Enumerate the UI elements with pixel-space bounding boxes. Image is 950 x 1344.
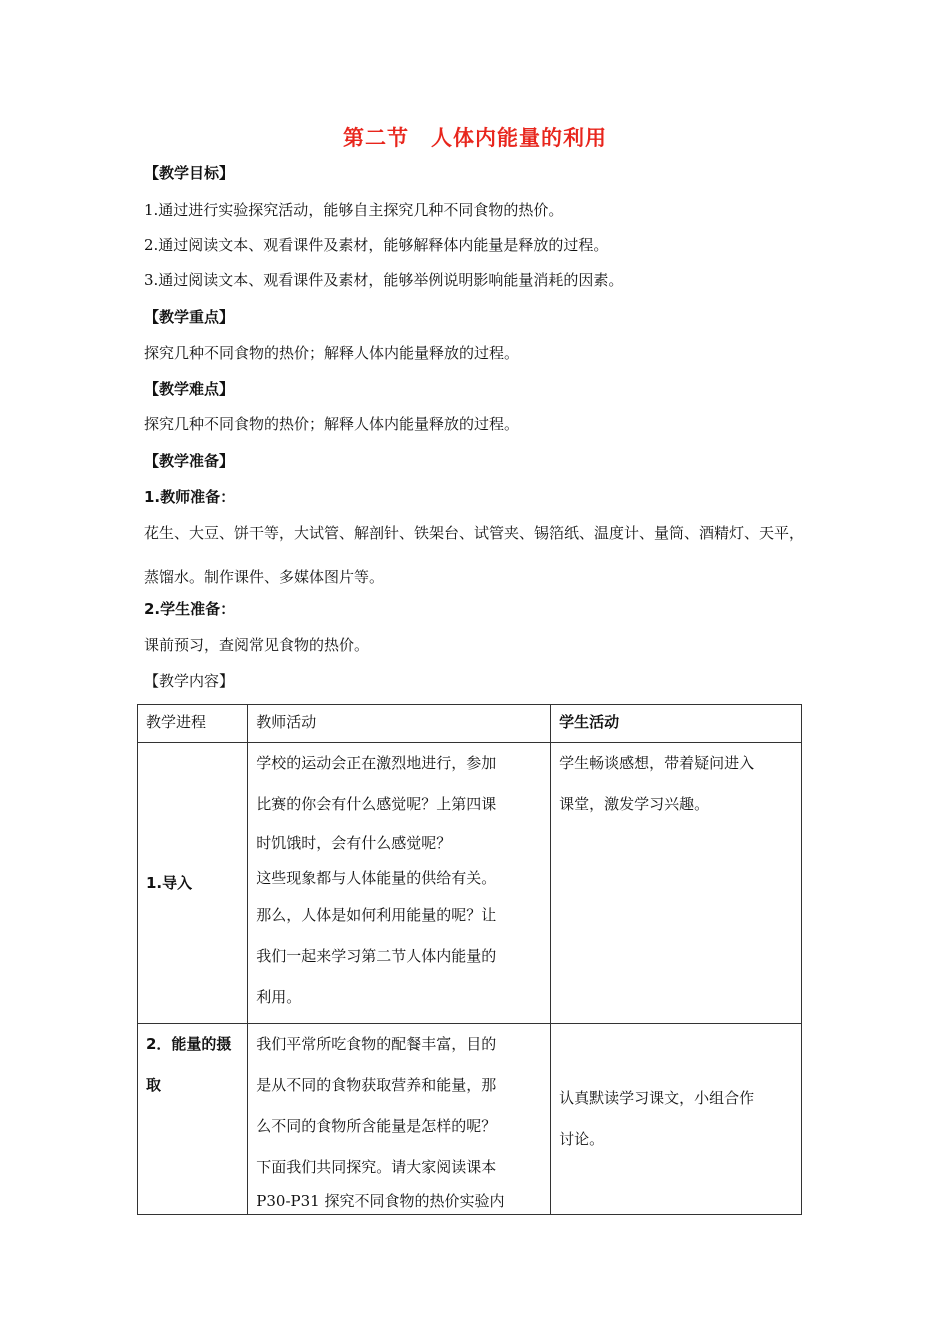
key-points-heading: 【教学重点】	[144, 308, 235, 326]
teacher-line: 那么，人体是如何利用能量的呢？让	[256, 906, 497, 924]
objective-item: 3.通过阅读文本、观看课件及素材，能够举例说明影响能量消耗的因素。	[144, 271, 624, 289]
table-row	[138, 1024, 802, 1215]
teacher-activity-cell	[248, 1024, 551, 1215]
stage-cell: 1.导入	[138, 743, 248, 1024]
lesson-table	[137, 704, 802, 1215]
teacher-line: 我们一起来学习第二节人体内能量的	[256, 947, 497, 965]
header-stage: 教学进程	[138, 705, 248, 743]
teacher-line: 我们平常所吃食物的配餐丰富，目的	[256, 1035, 497, 1053]
teacher-prep-text: 花生、大豆、饼干等，大试管、解剖针、铁架台、试管夹、锡箔纸、温度计、量筒、酒精灯、天平，蒸馏水。制作课件、多媒体图片等。	[144, 524, 805, 586]
difficulties-heading: 【教学难点】	[144, 380, 235, 398]
student-prep-text: 课前预习，查阅常见食物的热价。	[144, 636, 370, 654]
teacher-line: 比赛的你会有什么感觉呢？上第四课	[256, 795, 497, 813]
preparation-heading: 【教学准备】	[144, 452, 235, 470]
key-points-text: 探究几种不同食物的热价；解释人体内能量释放的过程。	[144, 344, 520, 362]
stage-cell	[138, 1024, 248, 1215]
table-row	[138, 743, 802, 1024]
objective-item: 1.通过进行实验探究活动，能够自主探究几种不同食物的热价。	[144, 201, 564, 219]
stage-line: 2．能量的摄	[146, 1035, 232, 1053]
student-line: 讨论。	[559, 1130, 605, 1148]
teacher-line: 么不同的食物所含能量是怎样的呢？	[256, 1117, 497, 1135]
student-activity-cell	[551, 1024, 802, 1215]
student-prep-heading: 2.学生准备：	[144, 600, 236, 618]
student-activity-cell	[551, 743, 802, 1024]
student-line: 学生畅谈感想，带着疑问进入	[559, 754, 755, 772]
teacher-line: 时饥饿时，会有什么感觉呢？	[256, 834, 452, 852]
teacher-line: 下面我们共同探究。请大家阅读课本	[256, 1158, 497, 1176]
teacher-activity-cell	[248, 743, 551, 1024]
objective-item: 2.通过阅读文本、观看课件及素材，能够解释体内能量是释放的过程。	[144, 236, 609, 254]
teacher-line: P30-P31 探究不同食物的热价实验内	[256, 1192, 505, 1210]
page-title: 第二节 人体内能量的利用	[343, 126, 607, 150]
teacher-line: 是从不同的食物获取营养和能量，那	[256, 1076, 497, 1094]
teacher-line: 这些现象都与人体能量的供给有关。	[256, 869, 497, 887]
objectives-heading: 【教学目标】	[144, 164, 235, 182]
teacher-prep-heading: 1.教师准备：	[144, 488, 236, 506]
content-heading: 【教学内容】	[144, 672, 235, 690]
student-line: 课堂，激发学习兴趣。	[559, 795, 710, 813]
teacher-line: 学校的运动会正在激烈地进行，参加	[256, 754, 497, 772]
student-line: 认真默读学习课文，小组合作	[559, 1089, 755, 1107]
stage-line: 取	[146, 1076, 162, 1094]
table-header-row	[138, 705, 802, 743]
header-student: 学生活动	[551, 705, 802, 743]
header-teacher: 教师活动	[248, 705, 551, 743]
difficulties-text: 探究几种不同食物的热价；解释人体内能量释放的过程。	[144, 415, 520, 433]
teacher-line: 利用。	[256, 988, 302, 1006]
